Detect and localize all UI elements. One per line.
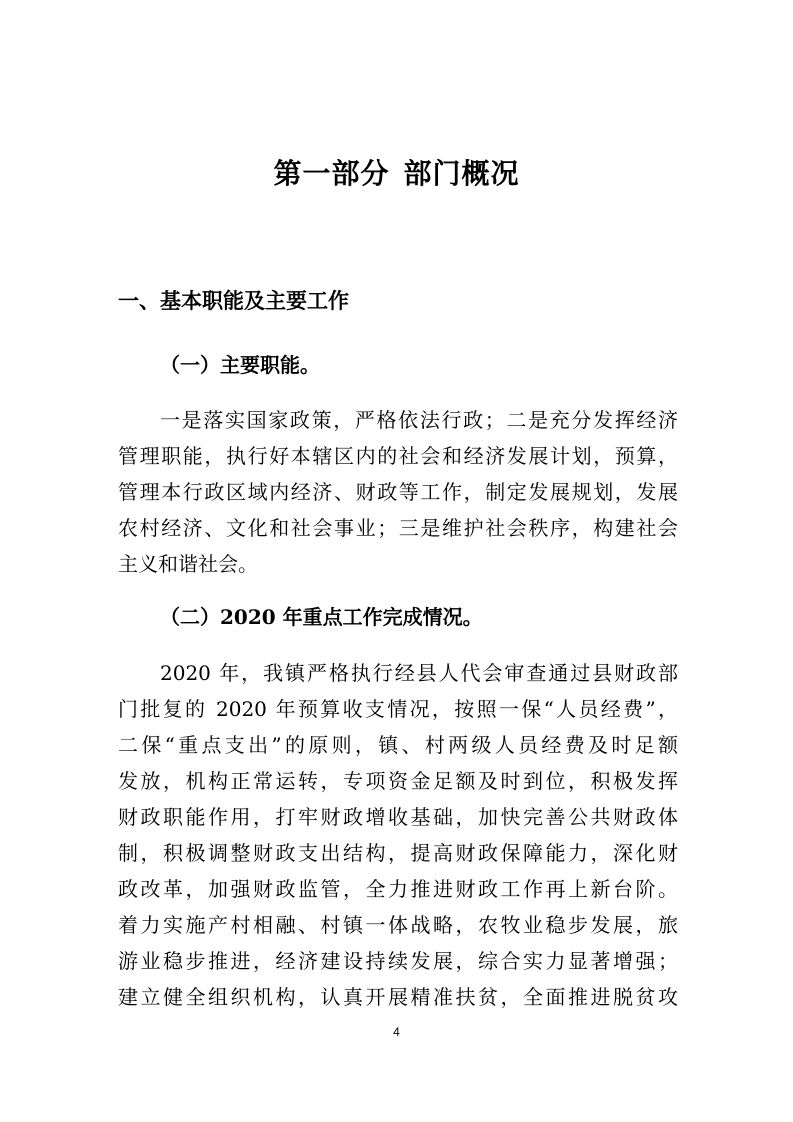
paragraph-line: 游业稳步推进，经济建设持续发展，综合实力显著增强； [118,949,678,973]
paragraph-line: 建立健全组织机构，认真开展精准扶贫，全面推进脱贫攻 [118,985,678,1009]
paragraph-line: 2020 年，我镇严格执行经县人代会审查通过县财政部 [160,661,678,685]
paragraph-line: 管理职能，执行好本辖区内的社会和经济发展计划，预算， [118,444,678,468]
subsection-2-paragraph [118,655,678,1015]
subsection-1-heading: （一）主要职能。 [160,353,320,377]
paragraph-line: 财政职能作用，打牢财政增收基础，加快完善公共财政体 [118,805,678,829]
paragraph-line: 着力实施产村相融、村镇一体战略，农牧业稳步发展，旅 [118,913,678,937]
subsection-1-paragraph [118,402,678,582]
paragraph-line: 管理本行政区域内经济、财政等工作，制定发展规划，发展 [118,480,678,504]
paragraph-line: 政改革，加强财政监管，全力推进财政工作再上新台阶。 [118,877,678,901]
paragraph-line: 农村经济、文化和社会事业；三是维护社会秩序，构建社会 [118,516,678,540]
paragraph-line: 一是落实国家政策，严格依法行政；二是充分发挥经济 [160,408,678,432]
title-name: 部门概况 [403,157,520,190]
section-heading: 一、基本职能及主要工作 [118,289,349,313]
paragraph-line: 二保“重点支出”的原则，镇、村两级人员经费及时足额 [118,733,678,757]
page-title [0,152,793,196]
paragraph-line: 主义和谐社会。 [118,552,258,576]
page-number: 4 [393,1025,400,1039]
paragraph-line: 发放，机构正常运转，专项资金足额及时到位，积极发挥 [118,769,678,793]
subsection-2-heading: （二）2020 年重点工作完成情况。 [160,605,483,629]
title-part: 第一部分 [273,157,390,190]
paragraph-line: 门批复的 2020 年预算收支情况，按照一保“人员经费”， [118,697,678,721]
paragraph-line: 制，积极调整财政支出结构，提高财政保障能力，深化财 [118,841,678,865]
